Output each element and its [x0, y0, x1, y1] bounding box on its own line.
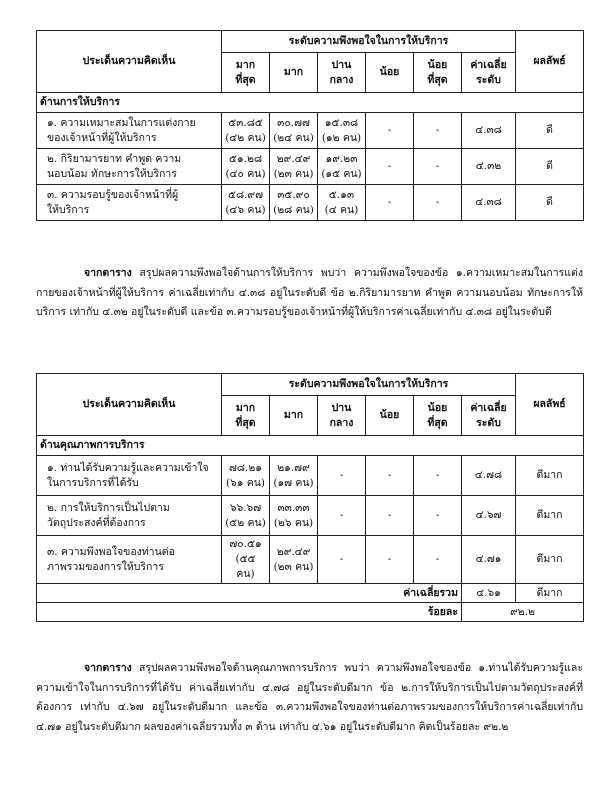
cell-most: ๕๑.๒๘ (๔๐ คน)	[222, 149, 270, 185]
cell-average: ๔.๖๗	[462, 496, 516, 536]
table-row	[37, 536, 584, 584]
cell-medium: -	[318, 496, 366, 536]
cell-little: -	[366, 113, 414, 149]
percent-value: ๙๒.๒	[462, 603, 584, 622]
total-result: ดีมาก	[516, 584, 584, 603]
cell-most: ๕๘.๙๗ (๔๖ คน)	[222, 185, 270, 221]
cell-average: ๔.๗๘	[462, 456, 516, 496]
table-row	[37, 185, 584, 221]
header-col-most: มาก ที่สุด	[222, 53, 270, 93]
summary-text: สรุปผลความพึงพอใจด้านคุณภาพการบริการ พบว่า ความพึงพอใจของข้อ ๑.ท่านได้รับความรู้และความเข้าใจในการบริการที่ได้รับ ค่าเฉลี่ยเท่ากับ ๔.๗๘ อยู่ในระดับดีมาก ข้อ ๒.การให้บริการเป็นไปตามวัตถุประสงค์ที่ต้องการ เท่ากับ ๔.๖๗ อยู่ในระดับดีมาก และข้อ ๓.ความพึงพอใจของท่านต่อภาพรวมของการให้บริการค่าเฉลี่ยเท่ากับ ๔.๗๑ อยู่ในระดับดีมาก ผลของค่าเฉลี่ยรวมทั้ง ๓ ด้าน เท่ากับ ๔.๖๑ อยู่ในระดับดีมาก คิดเป็นร้อยละ ๙๒.๒	[36, 662, 583, 733]
cell-little: -	[366, 185, 414, 221]
cell-average: ๔.๓๒	[462, 149, 516, 185]
table-row	[37, 149, 584, 185]
summary-lead: จากตาราง	[84, 267, 132, 279]
cell-much: ๓๓.๓๓ (๒๖ คน)	[270, 496, 318, 536]
section-title: ด้านการให้บริการ	[37, 93, 584, 113]
table-row	[37, 456, 584, 496]
cell-little: -	[366, 496, 414, 536]
total-label: ค่าเฉลี่ยรวม	[37, 584, 462, 603]
cell-result: ดีมาก	[516, 536, 584, 584]
header-result: ผลลัพธ์	[516, 31, 584, 93]
header-col-little: น้อย	[366, 53, 414, 93]
row-label: ๓. ความพึงพอใจของท่านต่อ ภาพรวมของการให้บริการ	[37, 536, 222, 584]
table-row	[37, 113, 584, 149]
percent-row	[37, 603, 584, 622]
cell-much: ๓๐.๗๗ (๒๔ คน)	[270, 113, 318, 149]
header-col-medium: ปาน กลาง	[318, 396, 366, 436]
cell-most: ๗๐.๕๑ (๕๕ คน)	[222, 536, 270, 584]
header-col-least: น้อย ที่สุด	[414, 396, 462, 436]
row-label: ๒. การให้บริการเป็นไปตาม วัตถุประสงค์ที่ต้องการ	[37, 496, 222, 536]
cell-little: -	[366, 149, 414, 185]
header-col-much: มาก	[270, 396, 318, 436]
header-level-group: ระดับความพึงพอใจในการให้บริการ	[222, 374, 516, 396]
cell-medium: ๑๕.๓๘ (๑๒ คน)	[318, 113, 366, 149]
header-result: ผลลัพธ์	[516, 374, 584, 436]
cell-much: ๒๑.๗๙ (๑๗ คน)	[270, 456, 318, 496]
service-quality-table	[36, 373, 584, 622]
cell-much: ๒๙.๔๙ (๒๓ คน)	[270, 536, 318, 584]
cell-result: ดี	[516, 149, 584, 185]
cell-much: ๒๙.๔๙ (๒๓ คน)	[270, 149, 318, 185]
cell-least: -	[414, 496, 462, 536]
header-topic: ประเด็นความคิดเห็น	[37, 374, 222, 436]
cell-most: ๕๓.๘๕ (๔๒ คน)	[222, 113, 270, 149]
cell-least: -	[414, 536, 462, 584]
cell-medium: ๑๙.๒๓ (๑๕ คน)	[318, 149, 366, 185]
cell-medium: -	[318, 536, 366, 584]
cell-result: ดีมาก	[516, 456, 584, 496]
header-col-little: น้อย	[366, 396, 414, 436]
cell-average: ๔.๓๘	[462, 113, 516, 149]
header-col-much: มาก	[270, 53, 318, 93]
header-col-average: ค่าเฉลี่ย ระดับ	[462, 53, 516, 93]
header-col-most: มาก ที่สุด	[222, 396, 270, 436]
cell-medium: ๕.๑๓ (๔ คน)	[318, 185, 366, 221]
service-satisfaction-table	[36, 30, 584, 221]
total-row	[37, 584, 584, 603]
row-label: ๑. ความเหมาะสมในการแต่งกาย ของเจ้าหน้าที่ผู้ให้บริการ	[37, 113, 222, 149]
row-label: ๓. ความรอบรู้ของเจ้าหน้าที่ผู้ ให้บริการ	[37, 185, 222, 221]
summary-paragraph	[36, 659, 583, 737]
cell-least: -	[414, 149, 462, 185]
cell-most: ๗๘.๒๑ (๖๑ คน)	[222, 456, 270, 496]
cell-average: ๔.๗๑	[462, 536, 516, 584]
cell-least: -	[414, 456, 462, 496]
cell-result: ดี	[516, 113, 584, 149]
summary-text: สรุปผลความพึงพอใจด้านการให้บริการ พบว่า ความพึงพอใจของข้อ ๑.ความเหมาะสมในการแต่งกายของเจ้าหน้าที่ผู้ให้บริการ ค่าเฉลี่ยเท่ากับ ๔.๓๘ อยู่ในระดับดี ข้อ ๒.กิริยามารยาท คำพูด ความนอบน้อม ทักษะการให้บริการ เท่ากับ ๔.๓๒ อยู่ในระดับดี และข้อ ๓.ความรอบรู้ของเจ้าหน้าที่ผู้ให้บริการค่าเฉลี่ยเท่ากับ ๔.๓๘ อยู่ในระดับดี	[36, 267, 583, 318]
cell-much: ๓๕.๙๐ (๒๘ คน)	[270, 185, 318, 221]
header-level-group: ระดับความพึงพอใจในการให้บริการ	[222, 31, 516, 53]
header-col-medium: ปาน กลาง	[318, 53, 366, 93]
header-col-average: ค่าเฉลี่ย ระดับ	[462, 396, 516, 436]
row-label: ๑. ท่านได้รับความรู้และความเข้าใจ ในการบริการที่ได้รับ	[37, 456, 222, 496]
cell-medium: -	[318, 456, 366, 496]
section-title: ด้านคุณภาพการบริการ	[37, 436, 584, 456]
total-average: ๔.๖๑	[462, 584, 516, 603]
summary-paragraph	[36, 264, 583, 323]
cell-least: -	[414, 113, 462, 149]
cell-result: ดี	[516, 185, 584, 221]
cell-little: -	[366, 536, 414, 584]
summary-lead: จากตาราง	[84, 662, 132, 674]
cell-most: ๖๖.๖๗ (๕๒ คน)	[222, 496, 270, 536]
cell-least: -	[414, 185, 462, 221]
row-label: ๒. กิริยามารยาท คำพูด ความ นอบน้อม ทักษะการให้บริการ	[37, 149, 222, 185]
cell-little: -	[366, 456, 414, 496]
table-row	[37, 496, 584, 536]
header-col-least: น้อย ที่สุด	[414, 53, 462, 93]
cell-average: ๔.๓๘	[462, 185, 516, 221]
header-topic: ประเด็นความคิดเห็น	[37, 31, 222, 93]
percent-label: ร้อยละ	[37, 603, 462, 622]
cell-result: ดีมาก	[516, 496, 584, 536]
